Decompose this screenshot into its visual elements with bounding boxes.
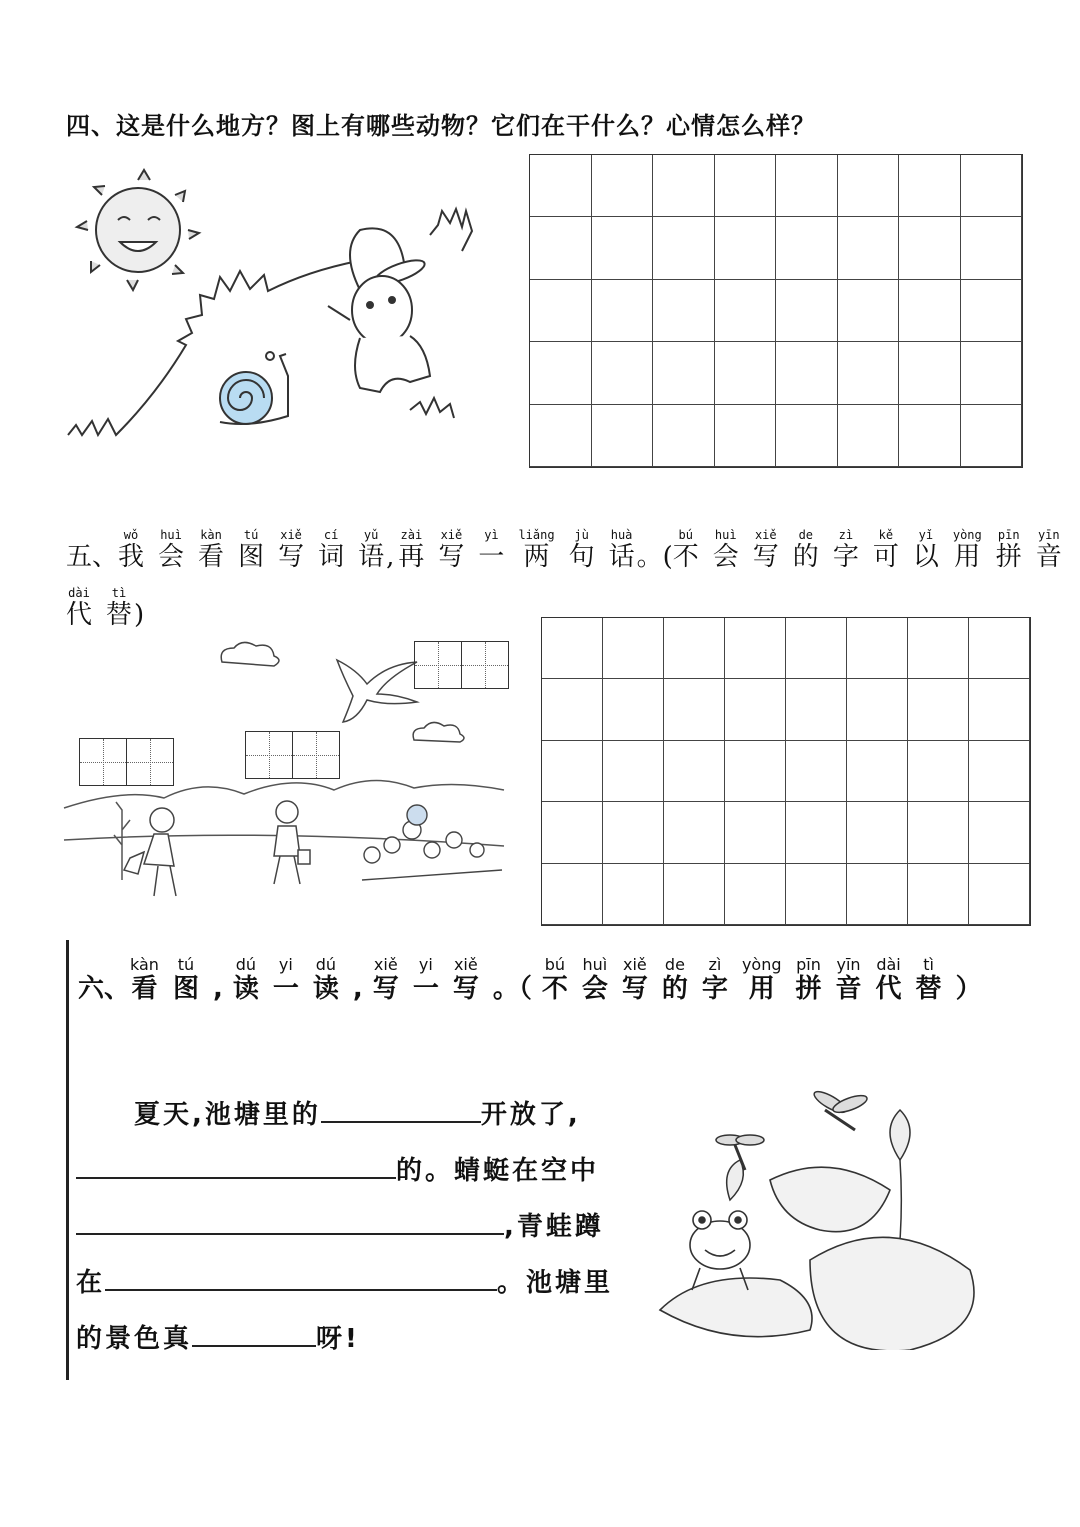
pinyin-char: huì 会 — [581, 955, 608, 1004]
grid-cell[interactable] — [961, 342, 1023, 404]
grid-cell[interactable] — [603, 864, 664, 925]
grid-cell[interactable] — [847, 802, 908, 863]
q6-passage-line-2: 的。蜻蜓在空中 — [76, 1150, 599, 1187]
pinyin-char: liǎng 两 — [518, 528, 555, 572]
q6-passage-line-3: ,青蛙蹲 — [76, 1206, 604, 1243]
pinyin-char: huì 会 — [712, 528, 739, 572]
pinyin-char: cí 词 — [318, 528, 345, 572]
grid-cell[interactable] — [592, 342, 654, 404]
grid-cell[interactable] — [847, 679, 908, 740]
grid-cell[interactable] — [776, 217, 838, 279]
pinyin-char: dú 读 — [232, 955, 259, 1004]
grid-cell[interactable] — [838, 342, 900, 404]
grid-cell[interactable] — [776, 405, 838, 467]
punctuation: 五、 — [66, 542, 119, 572]
q5-title-line2 — [66, 586, 144, 630]
pinyin-char: yǔ 语 — [358, 528, 385, 572]
pinyin-char: yòng 用 — [741, 955, 782, 1004]
rabbit-icon — [328, 228, 430, 392]
pinyin-char: tú 图 — [238, 528, 265, 572]
pinyin-char: xiě 写 — [278, 528, 305, 572]
swallow-icon — [337, 660, 417, 722]
grid-cell[interactable] — [961, 155, 1023, 217]
grid-cell[interactable] — [530, 155, 592, 217]
q5-word-box-swallow[interactable] — [414, 641, 507, 693]
q4-illustration — [60, 160, 490, 460]
q5-word-box-children[interactable] — [245, 731, 338, 783]
boy-carrying-bucket-icon — [274, 801, 310, 884]
pinyin-char: yīn 音 — [835, 955, 862, 1004]
grid-cell[interactable] — [664, 864, 725, 925]
blank-1[interactable] — [321, 1095, 481, 1123]
grid-cell[interactable] — [664, 802, 725, 863]
flower-bed-icon — [362, 805, 502, 880]
q6-border-line — [66, 940, 69, 1380]
grid-cell[interactable] — [838, 217, 900, 279]
blank-4[interactable] — [105, 1263, 497, 1291]
grid-cell[interactable] — [899, 405, 961, 467]
pinyin-char: tú 图 — [172, 955, 199, 1004]
grid-cell[interactable] — [603, 802, 664, 863]
grid-cell[interactable] — [715, 405, 777, 467]
grid-cell[interactable] — [592, 405, 654, 467]
pinyin-char: dài 代 — [875, 955, 902, 1004]
grid-cell[interactable] — [908, 679, 969, 740]
grid-cell[interactable] — [725, 618, 786, 679]
pinyin-char: pīn 拼 — [795, 955, 822, 1004]
pond-illustration — [650, 1090, 990, 1350]
grid-cell[interactable] — [592, 217, 654, 279]
grid-cell[interactable] — [530, 280, 592, 342]
grid-cell[interactable] — [715, 155, 777, 217]
grid-cell[interactable] — [725, 679, 786, 740]
grid-cell[interactable] — [653, 155, 715, 217]
q6-passage-line-5: 的景色真 呀! — [76, 1318, 360, 1355]
punctuation: ） — [955, 974, 982, 1004]
dragonfly-icon — [716, 1090, 869, 1170]
grid-cell[interactable] — [961, 280, 1023, 342]
grid-cell[interactable] — [908, 741, 969, 802]
grid-cell[interactable] — [664, 741, 725, 802]
grid-cell[interactable] — [961, 217, 1023, 279]
grid-cell[interactable] — [653, 217, 715, 279]
pinyin-char: zì 字 — [701, 955, 728, 1004]
grid-cell[interactable] — [715, 217, 777, 279]
grid-cell[interactable] — [786, 864, 847, 925]
grid-cell[interactable] — [725, 864, 786, 925]
pinyin-char: pīn 拼 — [995, 528, 1022, 572]
grid-cell[interactable] — [969, 802, 1030, 863]
pinyin-char: yi 一 — [272, 955, 299, 1004]
pinyin-char: kàn 看 — [130, 955, 159, 1004]
grid-cell[interactable] — [530, 217, 592, 279]
grid-cell[interactable] — [847, 864, 908, 925]
pinyin-char: yi 一 — [412, 955, 439, 1004]
blank-3[interactable] — [76, 1207, 504, 1235]
punctuation: , — [386, 542, 395, 572]
snail-icon — [220, 352, 288, 424]
girl-watering-icon — [124, 808, 176, 896]
pinyin-char: de 的 — [792, 528, 819, 572]
grid-cell[interactable] — [786, 679, 847, 740]
sun-icon — [77, 170, 199, 290]
q6-passage-line-4: 在 。池塘里 — [76, 1262, 613, 1299]
grid-cell[interactable] — [908, 802, 969, 863]
grid-cell[interactable] — [653, 280, 715, 342]
pinyin-char: xiě 写 — [621, 955, 648, 1004]
grid-cell[interactable] — [542, 618, 603, 679]
grid-cell[interactable] — [847, 618, 908, 679]
pinyin-char: dú 读 — [312, 955, 339, 1004]
pinyin-char: xiě 写 — [452, 955, 479, 1004]
grid-cell[interactable] — [603, 741, 664, 802]
punctuation: , — [212, 974, 223, 1004]
pinyin-char: huà 话 — [608, 528, 635, 572]
pinyin-char: tì 替 — [106, 586, 133, 630]
grid-cell[interactable] — [542, 802, 603, 863]
grid-cell[interactable] — [542, 864, 603, 925]
blank-2[interactable] — [76, 1151, 396, 1179]
grid-cell[interactable] — [899, 217, 961, 279]
grid-cell[interactable] — [653, 342, 715, 404]
q4-writing-grid[interactable] — [529, 154, 1023, 468]
pinyin-char: huì 会 — [158, 528, 185, 572]
pinyin-char: yǐ 以 — [912, 528, 939, 572]
grid-cell[interactable] — [530, 342, 592, 404]
grid-cell[interactable] — [786, 741, 847, 802]
punctuation: 。( — [636, 542, 673, 572]
grid-cell[interactable] — [603, 679, 664, 740]
grid-cell[interactable] — [530, 405, 592, 467]
grid-cell[interactable] — [725, 802, 786, 863]
grid-cell[interactable] — [776, 342, 838, 404]
grid-cell[interactable] — [592, 155, 654, 217]
grid-cell[interactable] — [969, 741, 1030, 802]
punctuation: 。（ — [492, 974, 532, 1004]
grid-cell[interactable] — [908, 618, 969, 679]
grid-cell[interactable] — [592, 280, 654, 342]
pinyin-char: kàn 看 — [198, 528, 225, 572]
q5-word-box-tree[interactable] — [79, 738, 172, 790]
pinyin-char: xiě 写 — [752, 528, 779, 572]
grid-cell[interactable] — [838, 280, 900, 342]
grid-cell[interactable] — [653, 405, 715, 467]
punctuation: ) — [134, 600, 145, 630]
q6-title — [78, 956, 992, 1004]
grid-cell[interactable] — [776, 280, 838, 342]
grid-cell[interactable] — [664, 618, 725, 679]
pinyin-char: xiě 写 — [372, 955, 399, 1004]
grid-cell[interactable] — [603, 618, 664, 679]
grid-cell[interactable] — [715, 342, 777, 404]
grid-cell[interactable] — [899, 155, 961, 217]
grid-cell[interactable] — [786, 802, 847, 863]
grid-cell[interactable] — [969, 618, 1030, 679]
q6-passage-line-1: 夏天,池塘里的 开放了, — [134, 1094, 581, 1131]
pinyin-char: xiě 写 — [438, 528, 465, 572]
grid-cell[interactable] — [908, 864, 969, 925]
q5-title — [66, 528, 1076, 572]
q5-writing-grid[interactable] — [541, 617, 1031, 926]
grid-cell[interactable] — [847, 741, 908, 802]
pinyin-char: yīn 音 — [1035, 528, 1062, 572]
pinyin-char: bú 不 — [541, 955, 568, 1004]
grid-cell[interactable] — [969, 679, 1030, 740]
q4-title: 四、这是什么地方？图上有哪些动物？它们在干什么？心情怎么样？ — [66, 112, 816, 140]
pinyin-char: bú 不 — [672, 528, 699, 572]
pinyin-char: de 的 — [661, 955, 688, 1004]
pinyin-char: wǒ 我 — [118, 528, 145, 572]
pinyin-char: tì 替 — [915, 955, 942, 1004]
pinyin-char: dài 代 — [66, 586, 93, 630]
grid-cell[interactable] — [786, 618, 847, 679]
pinyin-char: jù 句 — [568, 528, 595, 572]
grid-cell[interactable] — [542, 741, 603, 802]
grid-cell[interactable] — [969, 864, 1030, 925]
pinyin-char: yì 一 — [478, 528, 505, 572]
grid-cell[interactable] — [715, 280, 777, 342]
grid-cell[interactable] — [776, 155, 838, 217]
grid-cell[interactable] — [838, 155, 900, 217]
q6-label: 六、 — [78, 974, 131, 1004]
pinyin-char: zì 字 — [832, 528, 859, 572]
grid-cell[interactable] — [664, 679, 725, 740]
grid-cell[interactable] — [542, 679, 603, 740]
grid-cell[interactable] — [899, 280, 961, 342]
grid-cell[interactable] — [899, 342, 961, 404]
pinyin-char: kě 可 — [872, 528, 899, 572]
grid-cell[interactable] — [725, 741, 786, 802]
grid-cell[interactable] — [838, 405, 900, 467]
grid-cell[interactable] — [961, 405, 1023, 467]
pinyin-char: zài 再 — [398, 528, 425, 572]
pinyin-char: yòng 用 — [952, 528, 982, 572]
blank-5[interactable] — [192, 1319, 316, 1347]
punctuation: , — [352, 974, 363, 1004]
